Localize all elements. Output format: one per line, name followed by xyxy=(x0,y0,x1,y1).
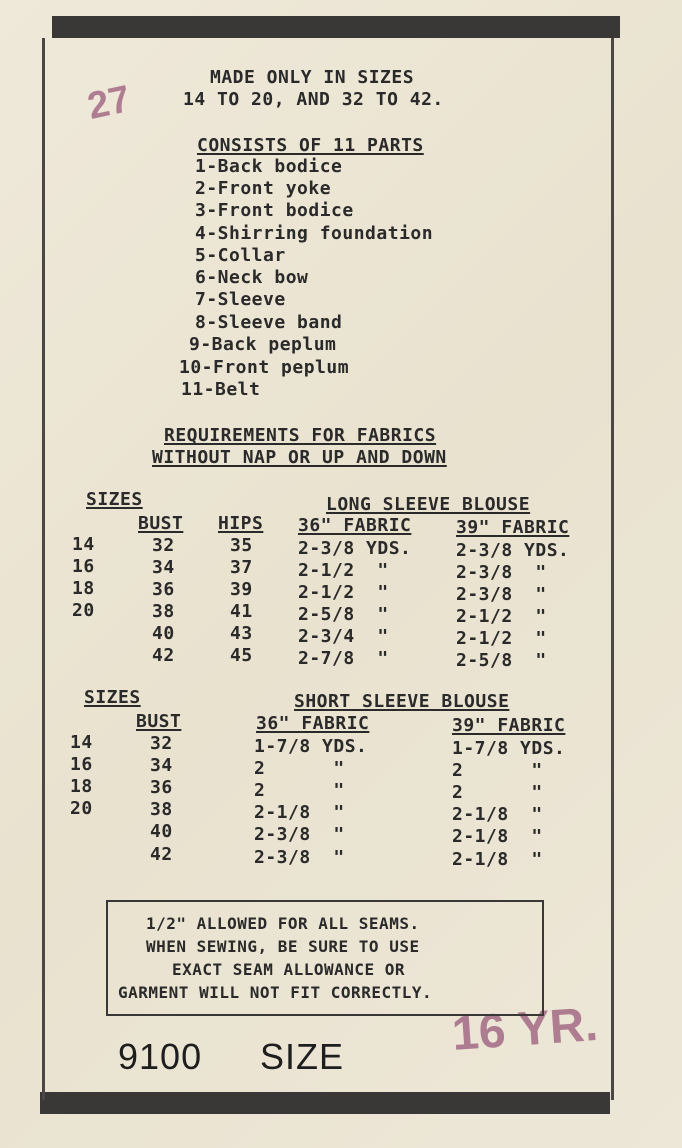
short-bust: 42 xyxy=(150,844,173,865)
short-size: 16 xyxy=(70,754,93,775)
long-bust: 40 xyxy=(152,623,175,644)
sizes-line-1: MADE ONLY IN SIZES xyxy=(210,67,415,88)
sizes-line-2: 14 TO 20, AND 32 TO 42. xyxy=(183,89,444,110)
seam-line: 1/2" ALLOWED FOR ALL SEAMS. xyxy=(146,914,420,933)
long-fabric-36: 2-3/4 " xyxy=(298,626,389,647)
short-fabric-39: 2-1/8 " xyxy=(452,804,543,825)
stamp-top-left: 27 xyxy=(83,78,135,128)
long-fabric-36: 2-1/2 " xyxy=(298,560,389,581)
part-item: 6-Neck bow xyxy=(195,267,309,288)
part-item: 4-Shirring foundation xyxy=(195,223,434,244)
long-fabric-39: 2-1/2 " xyxy=(456,606,547,627)
parts-title: CONSISTS OF 11 PARTS xyxy=(197,135,424,156)
part-item: 2-Front yoke xyxy=(195,178,332,199)
long-hips: 45 xyxy=(230,645,253,666)
short-bust: 38 xyxy=(150,799,173,820)
short-fabric-39: 1-7/8 YDS. xyxy=(452,738,566,759)
part-item: 1-Back bodice xyxy=(195,156,343,177)
long-bust: 42 xyxy=(152,645,175,666)
long-fabric-39: 2-3/8 YDS. xyxy=(456,540,570,561)
long-hips: 43 xyxy=(230,623,253,644)
short-fabric-39: 2 " xyxy=(452,782,543,803)
seam-allowance-notice xyxy=(106,900,544,1016)
seam-line: EXACT SEAM ALLOWANCE OR xyxy=(172,960,406,979)
long-size: 16 xyxy=(72,556,95,577)
long-bust: 36 xyxy=(152,579,175,600)
long-sizes-label: SIZES xyxy=(86,489,143,510)
short-fabric-36: 1-7/8 YDS. xyxy=(254,736,368,757)
short-col-bust: BUST xyxy=(136,711,182,732)
long-bust: 38 xyxy=(152,601,175,622)
part-item: 8-Sleeve band xyxy=(195,312,343,333)
part-item: 5-Collar xyxy=(195,245,286,266)
long-fabric-36: 2-3/8 YDS. xyxy=(298,538,412,559)
short-fabric-36: 2-3/8 " xyxy=(254,847,345,868)
short-fabric-36: 2-3/8 " xyxy=(254,824,345,845)
short-fabric-36: 2-1/8 " xyxy=(254,802,345,823)
short-fabric-36: 2 " xyxy=(254,758,345,779)
short-bust: 32 xyxy=(150,733,173,754)
short-fabric-39: 2-1/8 " xyxy=(452,849,543,870)
size-label: SIZE xyxy=(260,1036,345,1077)
long-fabric-39: 2-3/8 " xyxy=(456,562,547,583)
long-sleeve-title: LONG SLEEVE BLOUSE xyxy=(326,494,531,515)
stamp-bottom-right: 16 YR. xyxy=(450,997,600,1062)
seam-line: WHEN SEWING, BE SURE TO USE xyxy=(146,937,420,956)
part-item: 3-Front bodice xyxy=(195,200,354,221)
part-item: 7-Sleeve xyxy=(195,289,286,310)
short-size: 20 xyxy=(70,798,93,819)
long-size: 14 xyxy=(72,534,95,555)
long-fabric-39: 2-5/8 " xyxy=(456,650,547,671)
long-fabric-36: 2-5/8 " xyxy=(298,604,389,625)
long-bust: 34 xyxy=(152,557,175,578)
short-size: 18 xyxy=(70,776,93,797)
long-fabric-39: 2-3/8 " xyxy=(456,584,547,605)
requirements-title-1: REQUIREMENTS FOR FABRICS xyxy=(164,425,437,446)
short-fabric-36: 2 " xyxy=(254,780,345,801)
part-item: 9-Back peplum xyxy=(189,334,337,355)
long-hips: 35 xyxy=(230,535,253,556)
short-sizes-label: SIZES xyxy=(84,687,141,708)
short-sleeve-title: SHORT SLEEVE BLOUSE xyxy=(294,691,510,712)
long-fabric-36: 2-1/2 " xyxy=(298,582,389,603)
long-bust: 32 xyxy=(152,535,175,556)
short-size: 14 xyxy=(70,732,93,753)
short-bust: 34 xyxy=(150,755,173,776)
long-fabric-39: 2-1/2 " xyxy=(456,628,547,649)
long-size: 20 xyxy=(72,600,95,621)
long-hips: 41 xyxy=(230,601,253,622)
long-hips: 39 xyxy=(230,579,253,600)
short-col-36: 36" FABRIC xyxy=(256,713,370,734)
long-size: 18 xyxy=(72,578,95,599)
long-col-bust: BUST xyxy=(138,513,184,534)
short-bust: 36 xyxy=(150,777,173,798)
top-border-bar xyxy=(52,16,620,38)
long-col-36: 36" FABRIC xyxy=(298,515,412,536)
pattern-number: 9100 xyxy=(118,1036,203,1077)
seam-line: GARMENT WILL NOT FIT CORRECTLY. xyxy=(118,983,433,1002)
short-fabric-39: 2-1/8 " xyxy=(452,826,543,847)
part-item: 11-Belt xyxy=(181,379,261,400)
long-col-hips: HIPS xyxy=(218,513,264,534)
short-bust: 40 xyxy=(150,821,173,842)
part-item: 10-Front peplum xyxy=(179,357,350,378)
long-col-39: 39" FABRIC xyxy=(456,517,570,538)
short-col-39: 39" FABRIC xyxy=(452,715,566,736)
long-fabric-36: 2-7/8 " xyxy=(298,648,389,669)
requirements-title-2: WITHOUT NAP OR UP AND DOWN xyxy=(152,447,447,468)
short-fabric-39: 2 " xyxy=(452,760,543,781)
long-hips: 37 xyxy=(230,557,253,578)
